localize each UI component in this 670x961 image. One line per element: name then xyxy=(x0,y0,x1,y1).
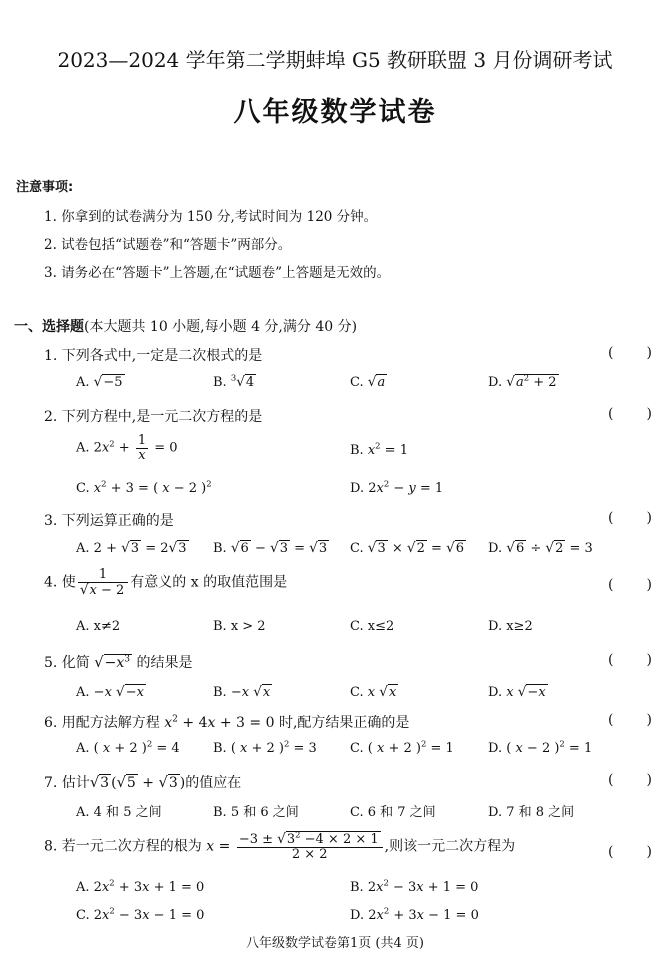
section-header xyxy=(14,316,357,336)
question-6-stem: 6. 用配方法解方程 $x^2 + 4x + 3 = 0$ 时,配方结果正确的是 xyxy=(44,714,410,731)
exam-subtitle: 八年级数学试卷 xyxy=(233,97,437,128)
q8-option-a[interactable]: A. $2x^2 + 3x + 1 = 0$ xyxy=(76,877,205,895)
q6-option-d[interactable]: D. ( x − 2 )$^2$ = 1 xyxy=(488,738,593,756)
q4-option-b[interactable]: B. x > 2 xyxy=(213,619,266,634)
q7-option-a[interactable]: A. 4 和 5 之间 xyxy=(76,805,162,820)
q1-option-b[interactable]: B. $^3$√4 xyxy=(213,372,255,390)
q4-option-d[interactable]: D. x≥2 xyxy=(488,619,533,634)
q8-option-d[interactable]: D. $2x^2 + 3x - 1 = 0$ xyxy=(350,905,479,923)
q1-option-a[interactable]: A. √−5 xyxy=(76,374,123,390)
q3-option-d[interactable]: D. √6 ÷ √2 = 3 xyxy=(488,540,593,556)
answer-bracket-8: ( ) xyxy=(608,844,652,860)
q7-option-c[interactable]: C. 6 和 7 之间 xyxy=(350,805,436,820)
answer-bracket-5: ( ) xyxy=(608,652,652,668)
q2-option-d[interactable]: D. $2x^2 - y = 1$ xyxy=(350,478,444,496)
answer-bracket-2: ( ) xyxy=(608,406,652,422)
answer-bracket-3: ( ) xyxy=(608,510,652,526)
question-1-stem: 1. 下列各式中,一定是二次根式的是 xyxy=(44,348,263,364)
q1-option-c[interactable]: C. √a xyxy=(350,374,386,390)
q6-option-c[interactable]: C. ( x + 2 )$^2$ = 1 xyxy=(350,738,454,756)
question-5-stem: 5. 化简 $√-x^3$ 的结果是 xyxy=(44,654,193,671)
q4-option-c[interactable]: C. x≤2 xyxy=(350,619,395,634)
q7-option-b[interactable]: B. 5 和 6 之间 xyxy=(213,805,299,820)
q8-option-c[interactable]: C. $2x^2 - 3x - 1 = 0$ xyxy=(76,905,205,923)
page-footer: 八年级数学试卷第1页 (共4 页) xyxy=(246,936,424,951)
question-7-stem: 7. 估计√3 (√5 + √3 )的值应在 xyxy=(44,774,242,791)
q2-option-c[interactable]: C. $x^2 + 3$ = ( x − 2 )$^2$ xyxy=(76,478,212,496)
answer-bracket-7: ( ) xyxy=(608,772,652,788)
q5-option-b[interactable]: B. −x √x xyxy=(213,684,271,700)
q5-option-c[interactable]: C. x √x xyxy=(350,684,397,700)
q1-option-d[interactable]: D. $√a^2 + 2$ xyxy=(488,372,557,390)
q8-option-b[interactable]: B. $2x^2 - 3x + 1 = 0$ xyxy=(350,877,479,895)
question-2-stem: 2. 下列方程中,是一元二次方程的是 xyxy=(44,409,263,425)
notice-item-2: 2. 试卷包括“试题卷”和“答题卡”两部分。 xyxy=(44,237,292,253)
section-label: 一、选择题 xyxy=(14,319,84,335)
q5-option-d[interactable]: D. x √−x xyxy=(488,684,546,700)
q3-option-a[interactable]: A. 2 + √3 = 2√3 xyxy=(76,540,187,556)
section-desc: (本大题共 10 小题,每小题 4 分,满分 40 分) xyxy=(84,319,358,335)
q2-option-b[interactable]: B. $x^2 = 1$ xyxy=(350,440,408,458)
q6-option-b[interactable]: B. ( x + 2 )$^2$ = 3 xyxy=(213,738,317,756)
q2-option-a[interactable]: A. $2x^2$ + $\frac{1}{x}$ = 0 xyxy=(76,433,178,463)
q4-option-a[interactable]: A. x≠2 xyxy=(76,619,121,634)
notice-item-3: 3. 请务必在“答题卡”上答题,在“试题卷”上答题是无效的。 xyxy=(44,265,391,281)
answer-bracket-6: ( ) xyxy=(608,712,652,728)
exam-title: 2023—2024 学年第二学期蚌埠 G5 教研联盟 3 月份调研考试 xyxy=(57,48,613,72)
q6-option-a[interactable]: A. ( x + 2 )$^2$ = 4 xyxy=(76,738,180,756)
q7-option-d[interactable]: D. 7 和 8 之间 xyxy=(488,805,575,820)
q3-option-c[interactable]: C. √3 × √2 = √6 xyxy=(350,540,465,556)
answer-bracket-1: ( ) xyxy=(608,345,652,361)
q5-option-a[interactable]: A. −x √−x xyxy=(76,684,144,700)
question-8-stem: 8. 若一元二次方程的根为 x = $\frac{-3 \pm √3^2 -4 \times 2 \times 1}{2 \times 2}$ ,则该一元二次方程为 xyxy=(44,829,516,862)
question-4-stem: 4. 使 $\frac{1}{√x - 2}$ 有意义的 x 的取值范围是 xyxy=(44,567,288,598)
notice-heading: 注意事项: xyxy=(16,180,74,195)
answer-bracket-4: ( ) xyxy=(608,577,652,593)
notice-item-1: 1. 你拿到的试卷满分为 150 分,考试时间为 120 分钟。 xyxy=(44,209,378,225)
q3-option-b[interactable]: B. √6 − √3 = √3 xyxy=(213,540,328,556)
question-3-stem: 3. 下列运算正确的是 xyxy=(44,513,174,529)
